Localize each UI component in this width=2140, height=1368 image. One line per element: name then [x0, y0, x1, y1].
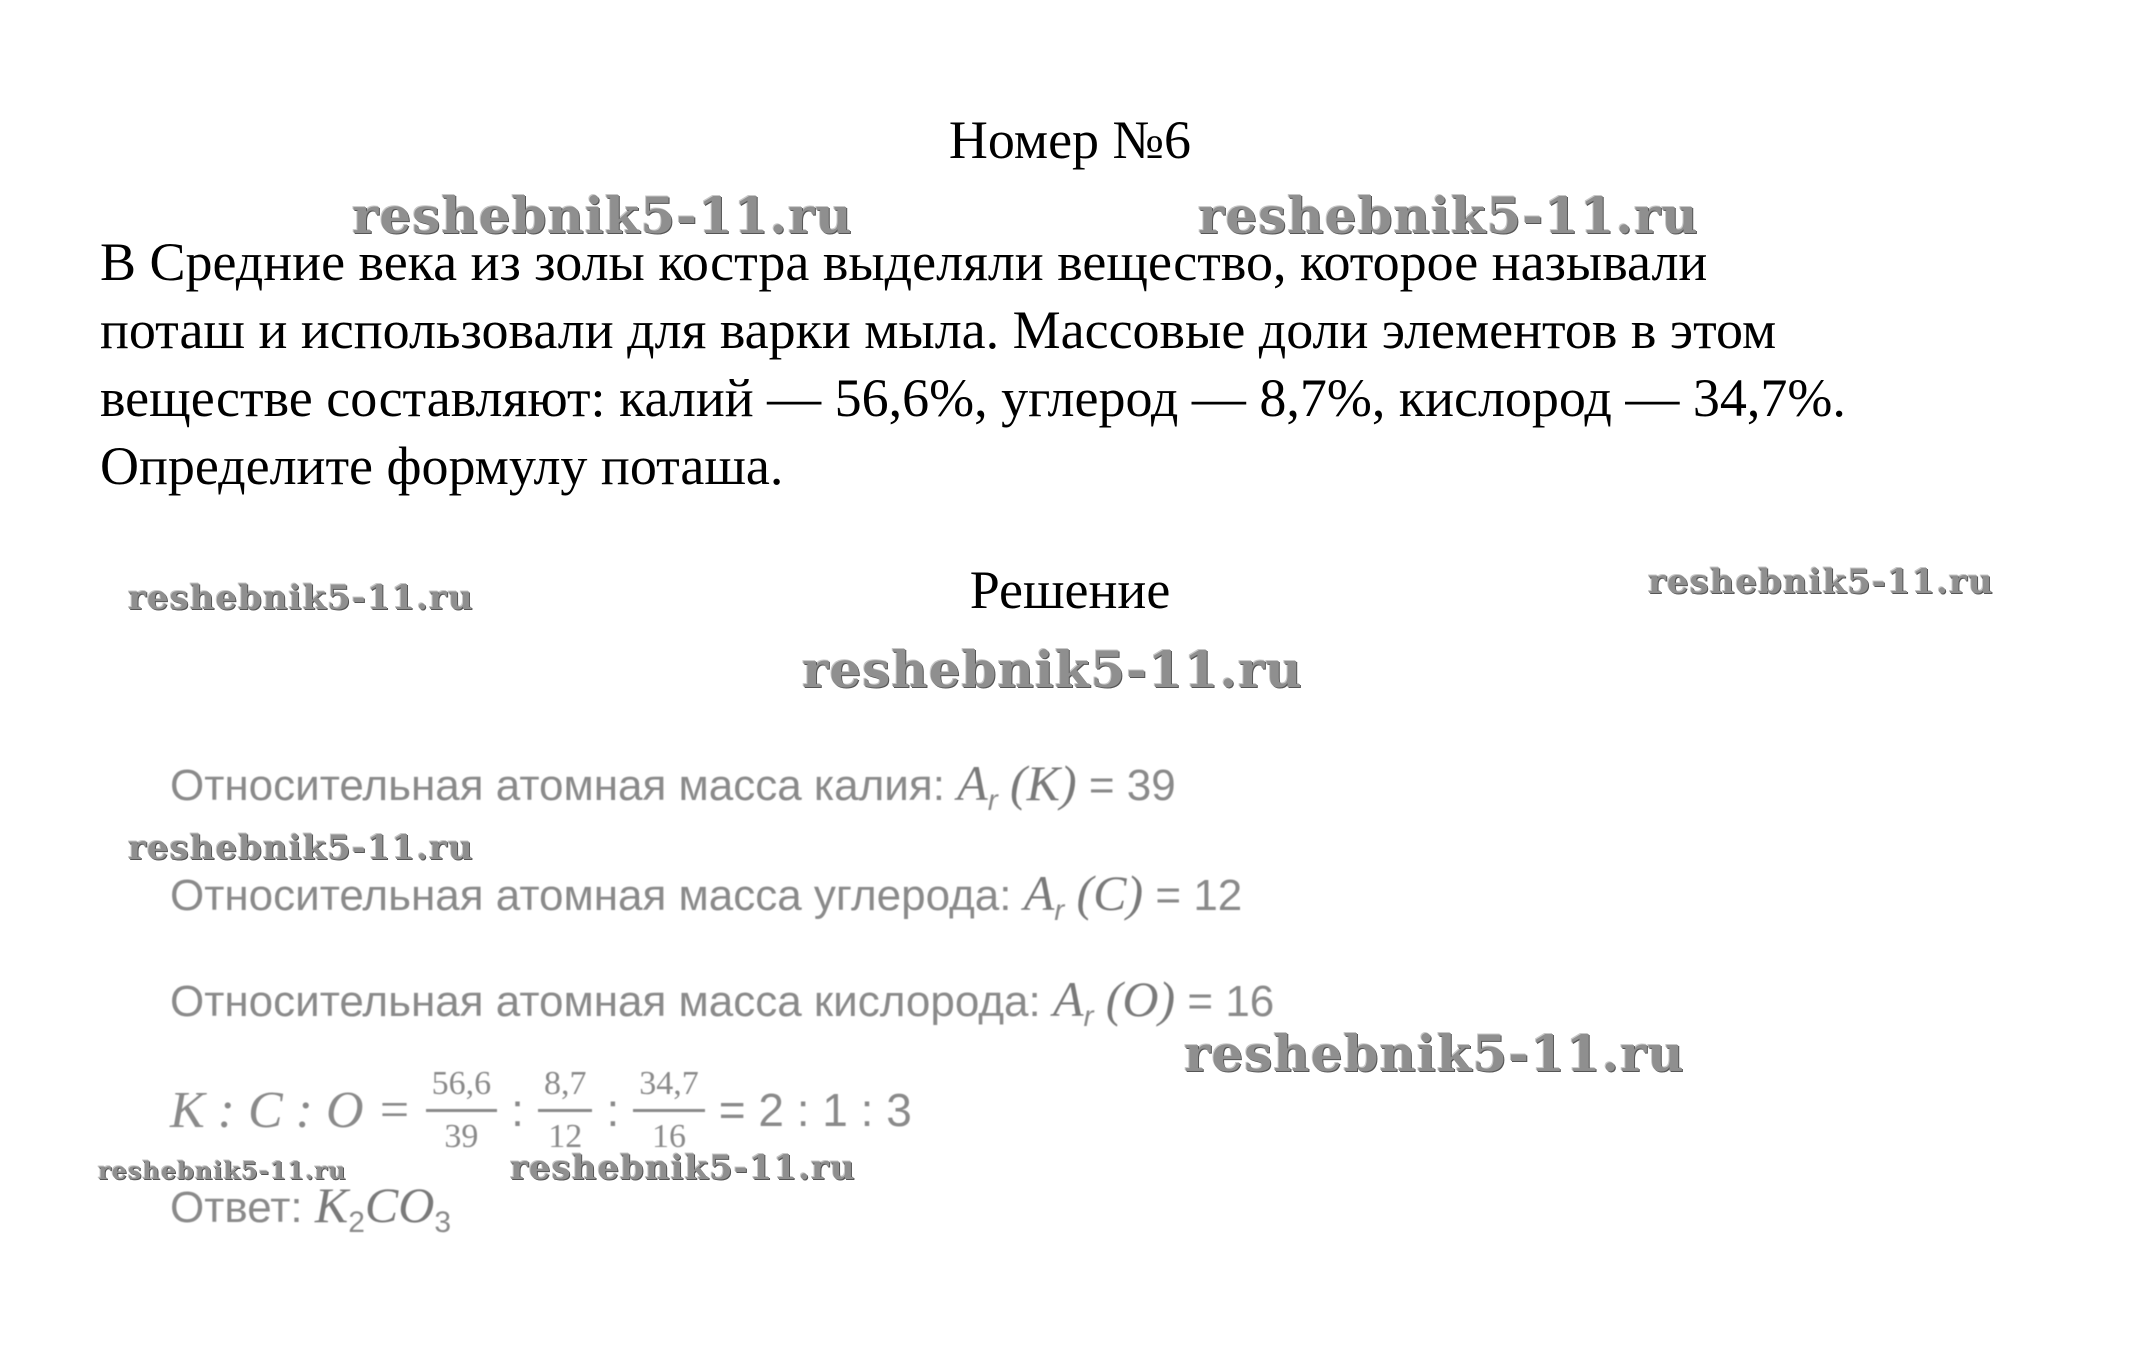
oxygen-mass-line	[170, 972, 1274, 1044]
watermark: reshebnik5-11.ru	[1184, 1024, 1685, 1083]
watermark: reshebnik5-11.ru	[510, 1148, 856, 1188]
problem-line: Определите формулу поташа.	[100, 436, 784, 496]
problem-line: В Средние века из золы костра выделяли вещество, которое называли	[100, 232, 1708, 292]
ratio-separator: :	[511, 1084, 524, 1136]
problem-number-title: Номер №6	[948, 110, 1192, 170]
watermark: reshebnik5-11.ru	[352, 186, 853, 245]
answer-formula-co: CO	[364, 1177, 435, 1233]
potassium-mass-line	[170, 756, 1176, 828]
oxygen-symbol: (O)	[1105, 971, 1176, 1027]
solution-heading: Решение	[969, 560, 1171, 620]
carbon-symbol: (C)	[1076, 865, 1144, 921]
fraction-denominator: 16	[651, 1117, 686, 1155]
watermark: reshebnik5-11.ru	[128, 578, 474, 618]
watermark: reshebnik5-11.ru	[128, 828, 474, 868]
fraction-numerator: 34,7	[639, 1064, 699, 1102]
potassium-mass-label: Относительная атомная масса калия:	[170, 761, 958, 810]
watermark: reshebnik5-11.ru	[802, 640, 1303, 699]
watermark: reshebnik5-11.ru	[1198, 186, 1699, 245]
potassium-symbol: (K)	[1009, 755, 1077, 811]
carbon-mass-value: = 12	[1143, 871, 1243, 920]
problem-line: поташ и использовали для варки мыла. Массовые доли элементов в этом	[100, 300, 1777, 360]
answer-subscript-3: 3	[434, 1206, 452, 1239]
atomic-mass-symbol: A	[1052, 971, 1084, 1027]
atomic-mass-subscript: r	[1054, 894, 1065, 927]
atomic-mass-subscript: r	[1083, 1000, 1094, 1033]
answer-label: Ответ:	[170, 1183, 315, 1232]
oxygen-mass-value: = 16	[1175, 977, 1275, 1026]
atomic-mass-symbol: A	[1023, 865, 1055, 921]
potassium-mass-value: = 39	[1076, 761, 1176, 810]
problem-line: веществе составляют: калий — 56,6%, углерод — 8,7%, кислород — 34,7%.	[100, 368, 1846, 428]
atomic-mass-symbol: A	[957, 755, 988, 811]
fraction-bar	[633, 1109, 705, 1112]
fraction-numerator: 56,6	[431, 1064, 492, 1102]
ratio-result: = 2 : 1 : 3	[718, 1084, 912, 1136]
watermark: reshebnik5-11.ru	[98, 1156, 347, 1185]
atomic-mass-subscript: r	[987, 784, 998, 817]
fraction-denominator: 12	[548, 1117, 583, 1155]
fraction-potassium	[426, 1065, 498, 1156]
ratio-lhs: K : C : O =	[170, 1081, 412, 1139]
answer-formula-k: K	[314, 1177, 349, 1233]
carbon-mass-line	[170, 866, 1242, 938]
answer-subscript-2: 2	[348, 1206, 365, 1239]
oxygen-mass-label: Относительная атомная масса кислорода:	[170, 977, 1053, 1026]
ratio-separator: :	[606, 1084, 620, 1136]
fraction-oxygen	[633, 1065, 705, 1156]
watermark: reshebnik5-11.ru	[1648, 562, 1994, 602]
carbon-mass-label: Относительная атомная масса углерода:	[170, 871, 1024, 920]
fraction-denominator: 39	[444, 1117, 479, 1155]
fraction-bar	[426, 1109, 498, 1112]
fraction-carbon	[538, 1065, 593, 1156]
answer-line	[170, 1178, 451, 1250]
fraction-numerator: 8,7	[543, 1064, 587, 1102]
fraction-bar	[538, 1109, 593, 1112]
problem-statement	[100, 228, 2090, 500]
